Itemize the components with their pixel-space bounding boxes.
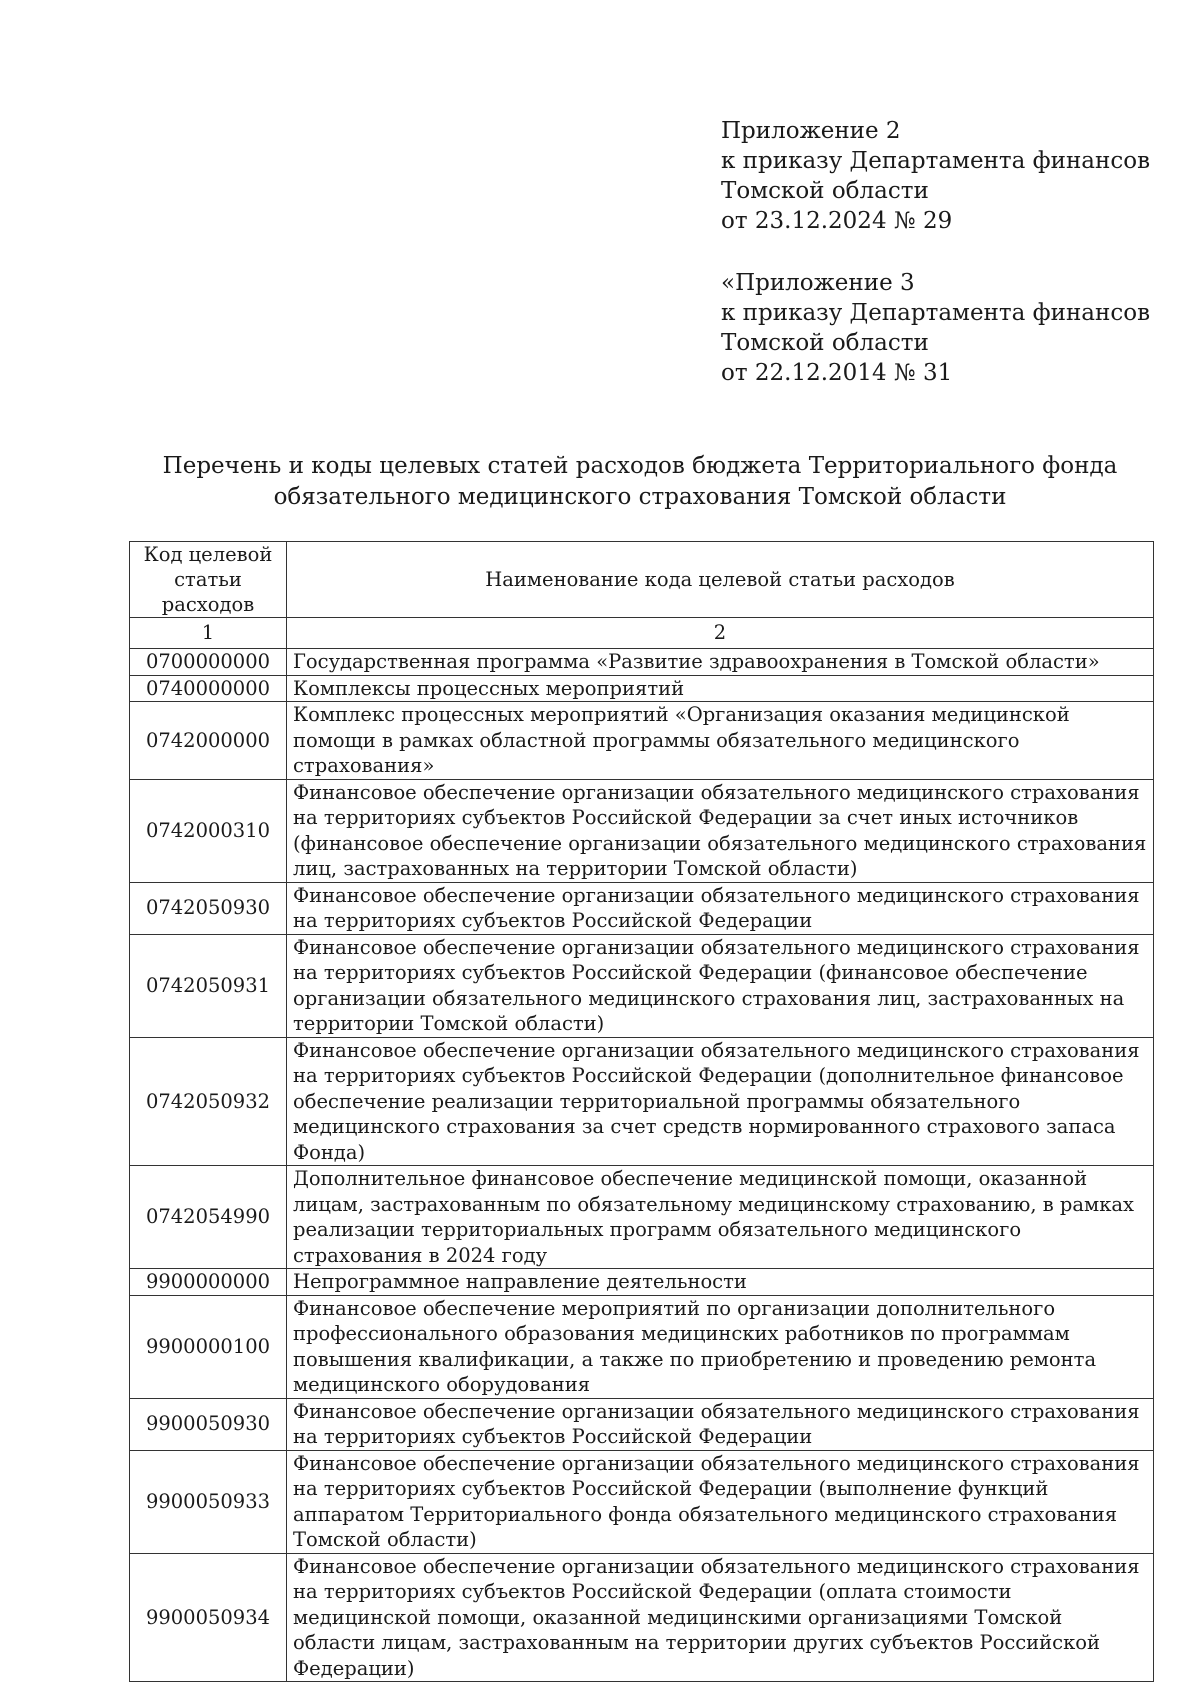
table-row xyxy=(130,1037,1154,1166)
row-name: Дополнительное финансовое обеспечение медицинской помощи, оказанной лицам, застрахованным по обязательному медицинскому страхованию, в рамках реализации территориальных программ обязательного медицинского страхования в 2024 году xyxy=(287,1166,1154,1269)
table-row xyxy=(130,675,1154,702)
column-number-2: 2 xyxy=(287,618,1154,649)
row-name: Финансовое обеспечение организации обязательного медицинского страхования на территориях субъектов Российской Федерации (дополнительное финансовое обеспечение реализации территориальной программы обязательного медицинского страхования за счет средств нормированного страхового запаса Фонда) xyxy=(287,1037,1154,1166)
header-code: Код целевой статьи расходов xyxy=(130,542,287,618)
row-code: 0742000310 xyxy=(130,779,287,882)
row-name: Финансовое обеспечение организации обязательного медицинского страхования на территориях субъектов Российской Федерации за счет иных источников (финансовое обеспечение организации обязательного медицинского страхования лиц, застрахованных на территории Томской области) xyxy=(287,779,1154,882)
appendix-order-ref: к приказу Департамента финансов xyxy=(721,148,1151,174)
row-name: Государственная программа «Развитие здравоохранения в Томской области» xyxy=(287,649,1154,676)
row-name: Финансовое обеспечение организации обязательного медицинского страхования на территориях субъектов Российской Федерации xyxy=(287,1398,1154,1450)
table-row xyxy=(130,1166,1154,1269)
row-name: Комплексы процессных мероприятий xyxy=(287,675,1154,702)
row-code: 0740000000 xyxy=(130,675,287,702)
row-code: 9900000000 xyxy=(130,1269,287,1296)
table-row xyxy=(130,1450,1154,1553)
table-row xyxy=(130,1553,1154,1682)
table-numbering-row xyxy=(130,618,1154,649)
document-title xyxy=(120,451,1160,513)
row-name: Комплекс процессных мероприятий «Организация оказания медицинской помощи в рамках областной программы обязательного медицинского страхования» xyxy=(287,702,1154,780)
original-appendix-order-date: от 22.12.2014 № 31 xyxy=(721,360,953,386)
table-row xyxy=(130,934,1154,1037)
original-appendix-header xyxy=(721,268,1150,388)
row-code: 9900000100 xyxy=(130,1295,287,1398)
row-name: Финансовое обеспечение мероприятий по организации дополнительного профессионального образования медицинских работников по программам повышения квалификации, а также по приобретению и проведению ремонта медицинского оборудования xyxy=(287,1295,1154,1398)
row-name: Финансовое обеспечение организации обязательного медицинского страхования на территориях субъектов Российской Федерации (оплата стоимости медицинской помощи, оказанной медицинскими организациями Томской области лицам, застрахованным на территории других субъектов Российской Федерации) xyxy=(287,1553,1154,1682)
row-code: 0742000000 xyxy=(130,702,287,780)
column-number-1: 1 xyxy=(130,618,287,649)
table-header-row xyxy=(130,542,1154,618)
table-row xyxy=(130,1295,1154,1398)
row-code: 9900050930 xyxy=(130,1398,287,1450)
row-code: 0742050932 xyxy=(130,1037,287,1166)
original-appendix-order-ref: к приказу Департамента финансов xyxy=(721,300,1151,326)
original-appendix-number: «Приложение 3 xyxy=(721,270,915,296)
title-line-2: обязательного медицинского страхования Томской области xyxy=(273,484,1007,510)
table-row xyxy=(130,1269,1154,1296)
header-name: Наименование кода целевой статьи расходов xyxy=(287,542,1154,618)
original-appendix-region: Томской области xyxy=(721,330,929,356)
row-name: Финансовое обеспечение организации обязательного медицинского страхования на территориях субъектов Российской Федерации xyxy=(287,882,1154,934)
row-code: 0742050931 xyxy=(130,934,287,1037)
table-row xyxy=(130,779,1154,882)
table-row xyxy=(130,882,1154,934)
row-code: 0742054990 xyxy=(130,1166,287,1269)
table-row xyxy=(130,649,1154,676)
appendix-order-date: от 23.12.2024 № 29 xyxy=(721,208,953,234)
target-codes-table xyxy=(129,541,1154,1682)
row-code: 0742050930 xyxy=(130,882,287,934)
row-name: Финансовое обеспечение организации обязательного медицинского страхования на территориях субъектов Российской Федерации (финансовое обеспечение организации обязательного медицинского страхования лиц, застрахованных на территории Томской области) xyxy=(287,934,1154,1037)
row-code: 9900050933 xyxy=(130,1450,287,1553)
table-row xyxy=(130,1398,1154,1450)
row-name: Финансовое обеспечение организации обязательного медицинского страхования на территориях субъектов Российской Федерации (выполнение функций аппаратом Территориального фонда обязательного медицинского страхования Томской области) xyxy=(287,1450,1154,1553)
appendix-region: Томской области xyxy=(721,178,929,204)
title-line-1: Перечень и коды целевых статей расходов бюджета Территориального фонда xyxy=(162,453,1118,479)
appendix-header xyxy=(721,116,1150,236)
table-row xyxy=(130,702,1154,780)
row-code: 0700000000 xyxy=(130,649,287,676)
row-code: 9900050934 xyxy=(130,1553,287,1682)
appendix-number: Приложение 2 xyxy=(721,118,901,144)
row-name: Непрограммное направление деятельности xyxy=(287,1269,1154,1296)
